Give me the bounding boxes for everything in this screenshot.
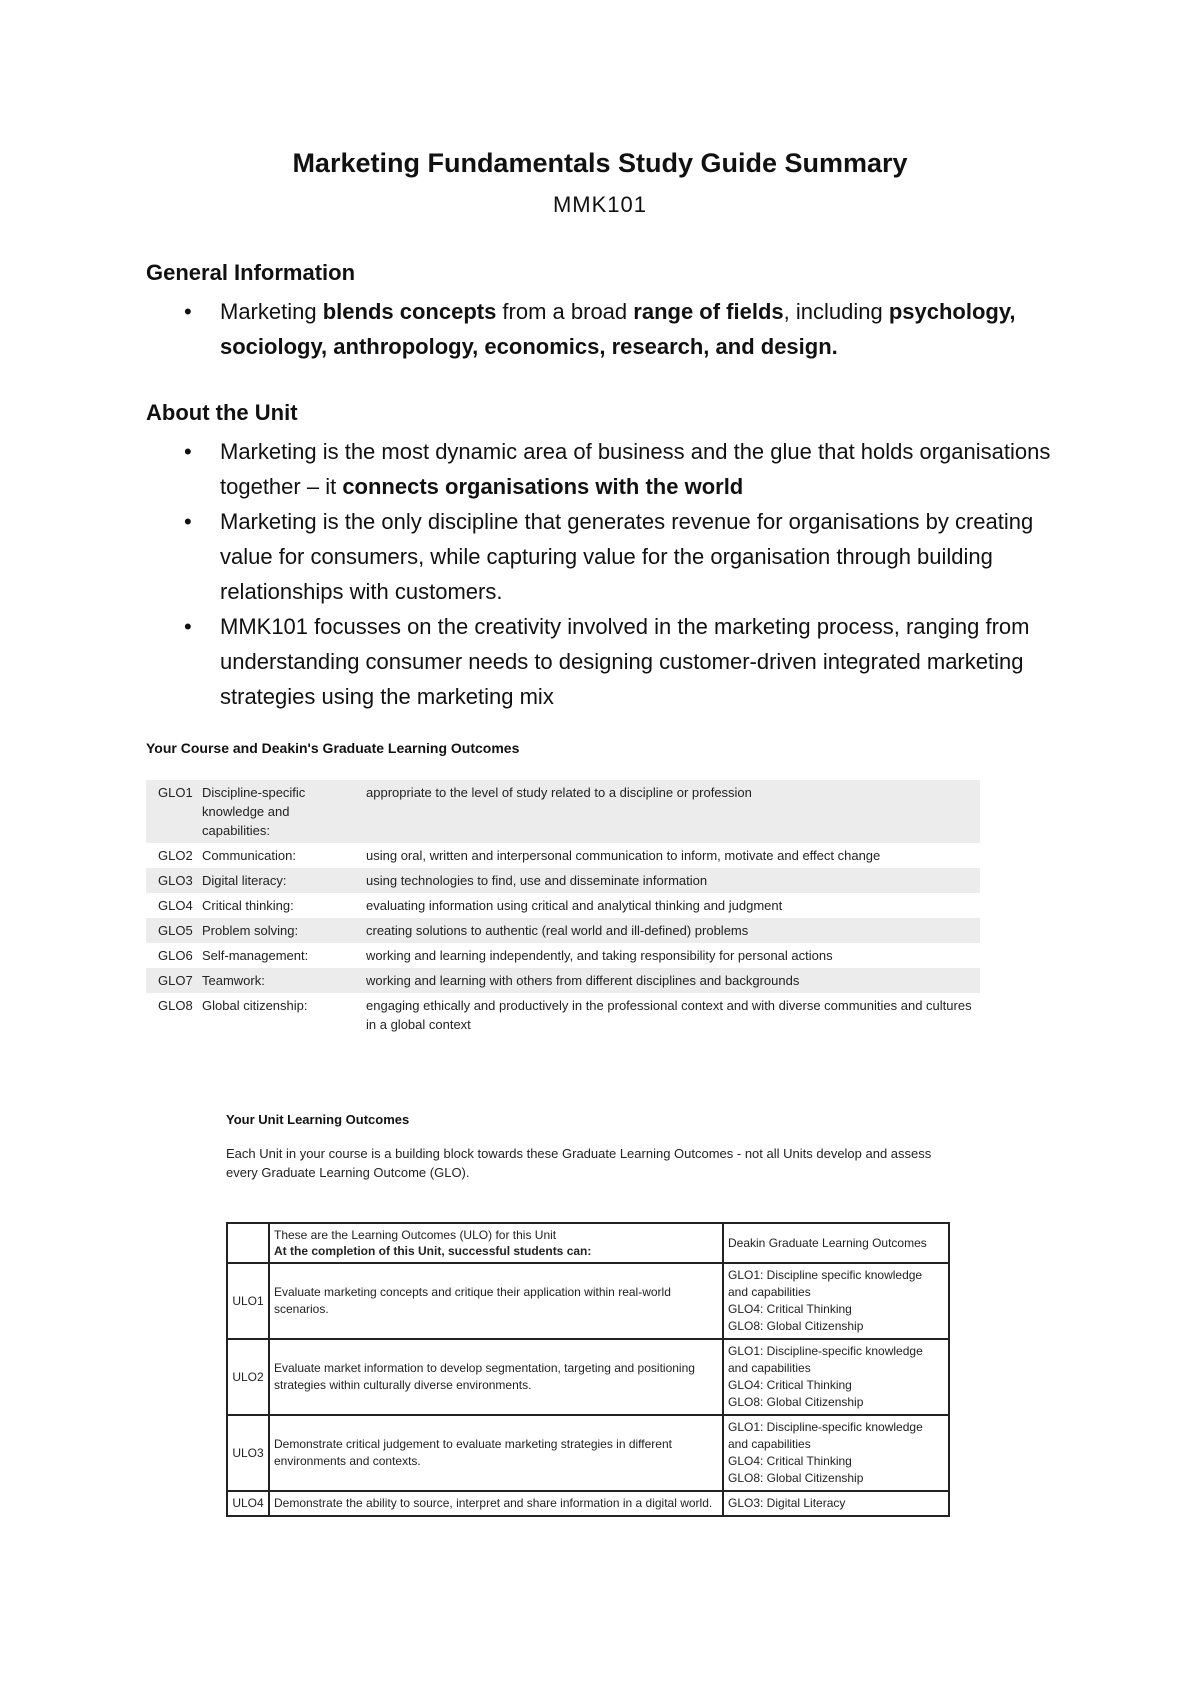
ulo-header-row [227, 1223, 949, 1263]
glo-code: GLO1 [146, 780, 198, 843]
glo-row [146, 780, 980, 843]
glo-name: Digital literacy: [198, 868, 362, 893]
glo-code: GLO6 [158, 948, 193, 963]
glo-code: GLO3 [146, 868, 198, 893]
bullet-text: , including [783, 299, 889, 324]
bullet-dot-icon: • [184, 299, 192, 324]
ulo-header-line2: At the completion of this Unit, successful students can: [274, 1244, 592, 1258]
ulo-glo-list [723, 1339, 949, 1415]
bullet-item [146, 294, 1076, 364]
general-information-heading: General Information [146, 260, 356, 285]
ulo-glo-item: GLO4: Critical Thinking [728, 1378, 852, 1392]
document-title: Marketing Fundamentals Study Guide Summary [292, 148, 908, 178]
unit-outcomes-table [226, 1222, 950, 1517]
glo-name: Self-management: [202, 948, 309, 963]
about-unit-list [146, 434, 1076, 714]
bullet-dot-icon: • [184, 614, 192, 639]
glo-description: using technologies to find, use and disseminate information [362, 868, 980, 893]
unit-outcomes-title: Your Unit Learning Outcomes [226, 1112, 410, 1127]
bullet-dot-icon: • [184, 509, 192, 534]
bullet-text: Marketing [220, 299, 323, 324]
graduate-outcomes-title: Your Course and Deakin's Graduate Learning Outcomes [146, 740, 520, 756]
glo-description: creating solutions to authentic (real world and ill-defined) problems [362, 918, 980, 943]
glo-row [146, 843, 980, 868]
ulo-header-blank [227, 1223, 269, 1263]
ulo-glo-item: GLO8: Global Citizenship [728, 1395, 864, 1409]
ulo-code: ULO1 [227, 1263, 269, 1339]
glo-code: GLO8 [158, 998, 193, 1013]
ulo-row [227, 1415, 949, 1491]
ulo-glo-item: GLO3: Digital Literacy [728, 1496, 846, 1510]
glo-row [146, 943, 980, 968]
bullet-text: Marketing is the only discipline that generates revenue for organisations by creating value for consumers, while capturing value for the organisation through building relationships with customers. [220, 509, 1034, 604]
glo-description: engaging ethically and productively in the professional context and with diverse communities and cultures in a global context [366, 998, 972, 1032]
ulo-description: Evaluate market information to develop segmentation, targeting and positioning strategies within culturally diverse environments. [269, 1339, 723, 1415]
bullet-item [146, 504, 1076, 609]
glo-row [146, 968, 980, 993]
bullet-bold-text: psychology, sociology, anthropology, economics, research, and design. [220, 299, 1016, 359]
bullet-bold-text: blends concepts [322, 299, 497, 324]
bullet-item [146, 434, 1076, 504]
ulo-glo-item: GLO8: Global Citizenship [728, 1471, 864, 1485]
glo-code: GLO5 [146, 918, 198, 943]
general-information-list [146, 294, 1076, 364]
bullet-bold-text: connects organisations with the world [342, 474, 744, 499]
glo-row [146, 918, 980, 943]
glo-description: working and learning independently, and taking responsibility for personal actions [366, 948, 833, 963]
glo-name: Communication: [202, 848, 296, 863]
glo-row [146, 893, 980, 918]
ulo-row [227, 1263, 949, 1339]
bullet-text: from a broad [496, 299, 634, 324]
ulo-code: ULO2 [227, 1339, 269, 1415]
ulo-glo-item: GLO4: Critical Thinking [728, 1302, 852, 1316]
bullet-item [146, 609, 1076, 714]
about-unit-heading: About the Unit [146, 400, 298, 425]
ulo-header-line1: These are the Learning Outcomes (ULO) for this Unit [274, 1228, 557, 1242]
ulo-glo-list [723, 1415, 949, 1491]
glo-name: Teamwork: [198, 968, 362, 993]
unit-outcomes-intro: Each Unit in your course is a building block towards these Graduate Learning Outcomes - not all Units develop and assess every Graduate Learning Outcome (GLO). [226, 1146, 932, 1180]
glo-description: working and learning with others from different disciplines and backgrounds [362, 968, 980, 993]
glo-name: Global citizenship: [202, 998, 308, 1013]
ulo-code: ULO3 [227, 1415, 269, 1491]
ulo-glo-item: GLO8: Global Citizenship [728, 1319, 864, 1333]
glo-code: GLO4 [158, 898, 193, 913]
ulo-glo-item: GLO1: Discipline specific knowledge and capabilities [728, 1268, 923, 1299]
ulo-description: Demonstrate the ability to source, interpret and share information in a digital world. [269, 1491, 723, 1516]
bullet-bold-text: range of fields [633, 299, 784, 324]
ulo-glo-item: GLO4: Critical Thinking [728, 1454, 852, 1468]
ulo-glo-item: GLO1: Discipline-specific knowledge and capabilities [728, 1420, 923, 1451]
bullet-dot-icon: • [184, 439, 192, 464]
bullet-text: MMK101 focusses on the creativity involved in the marketing process, ranging from understanding consumer needs to designing customer-driven integrated marketing strategies using the marketing mix [220, 614, 1030, 709]
ulo-glo-list [723, 1491, 949, 1516]
ulo-header-glo-column: Deakin Graduate Learning Outcomes [723, 1223, 949, 1263]
ulo-row [227, 1491, 949, 1516]
unit-code: MMK101 [552, 192, 648, 217]
ulo-glo-list [723, 1263, 949, 1339]
ulo-description: Demonstrate critical judgement to evaluate marketing strategies in different environments and contexts. [269, 1415, 723, 1491]
glo-description: appropriate to the level of study related to a discipline or profession [362, 780, 980, 843]
ulo-row [227, 1339, 949, 1415]
glo-name: Problem solving: [198, 918, 362, 943]
glo-row [146, 868, 980, 893]
glo-name: Critical thinking: [202, 898, 294, 913]
glo-code: GLO2 [158, 848, 193, 863]
bullet-text: Marketing is the most dynamic area of business and the glue that holds organisations together – it [220, 439, 1051, 499]
glo-description: using oral, written and interpersonal communication to inform, motivate and effect change [366, 848, 881, 863]
ulo-description: Evaluate marketing concepts and critique their application within real-world scenarios. [269, 1263, 723, 1339]
glo-row [146, 993, 980, 1037]
glo-name: Discipline-specific knowledge and capabilities: [198, 780, 362, 843]
ulo-glo-item: GLO1: Discipline-specific knowledge and capabilities [728, 1344, 923, 1375]
ulo-header-description [269, 1223, 723, 1263]
glo-code: GLO7 [146, 968, 198, 993]
graduate-outcomes-table [146, 780, 980, 1037]
glo-description: evaluating information using critical and analytical thinking and judgment [366, 898, 783, 913]
ulo-code: ULO4 [227, 1491, 269, 1516]
